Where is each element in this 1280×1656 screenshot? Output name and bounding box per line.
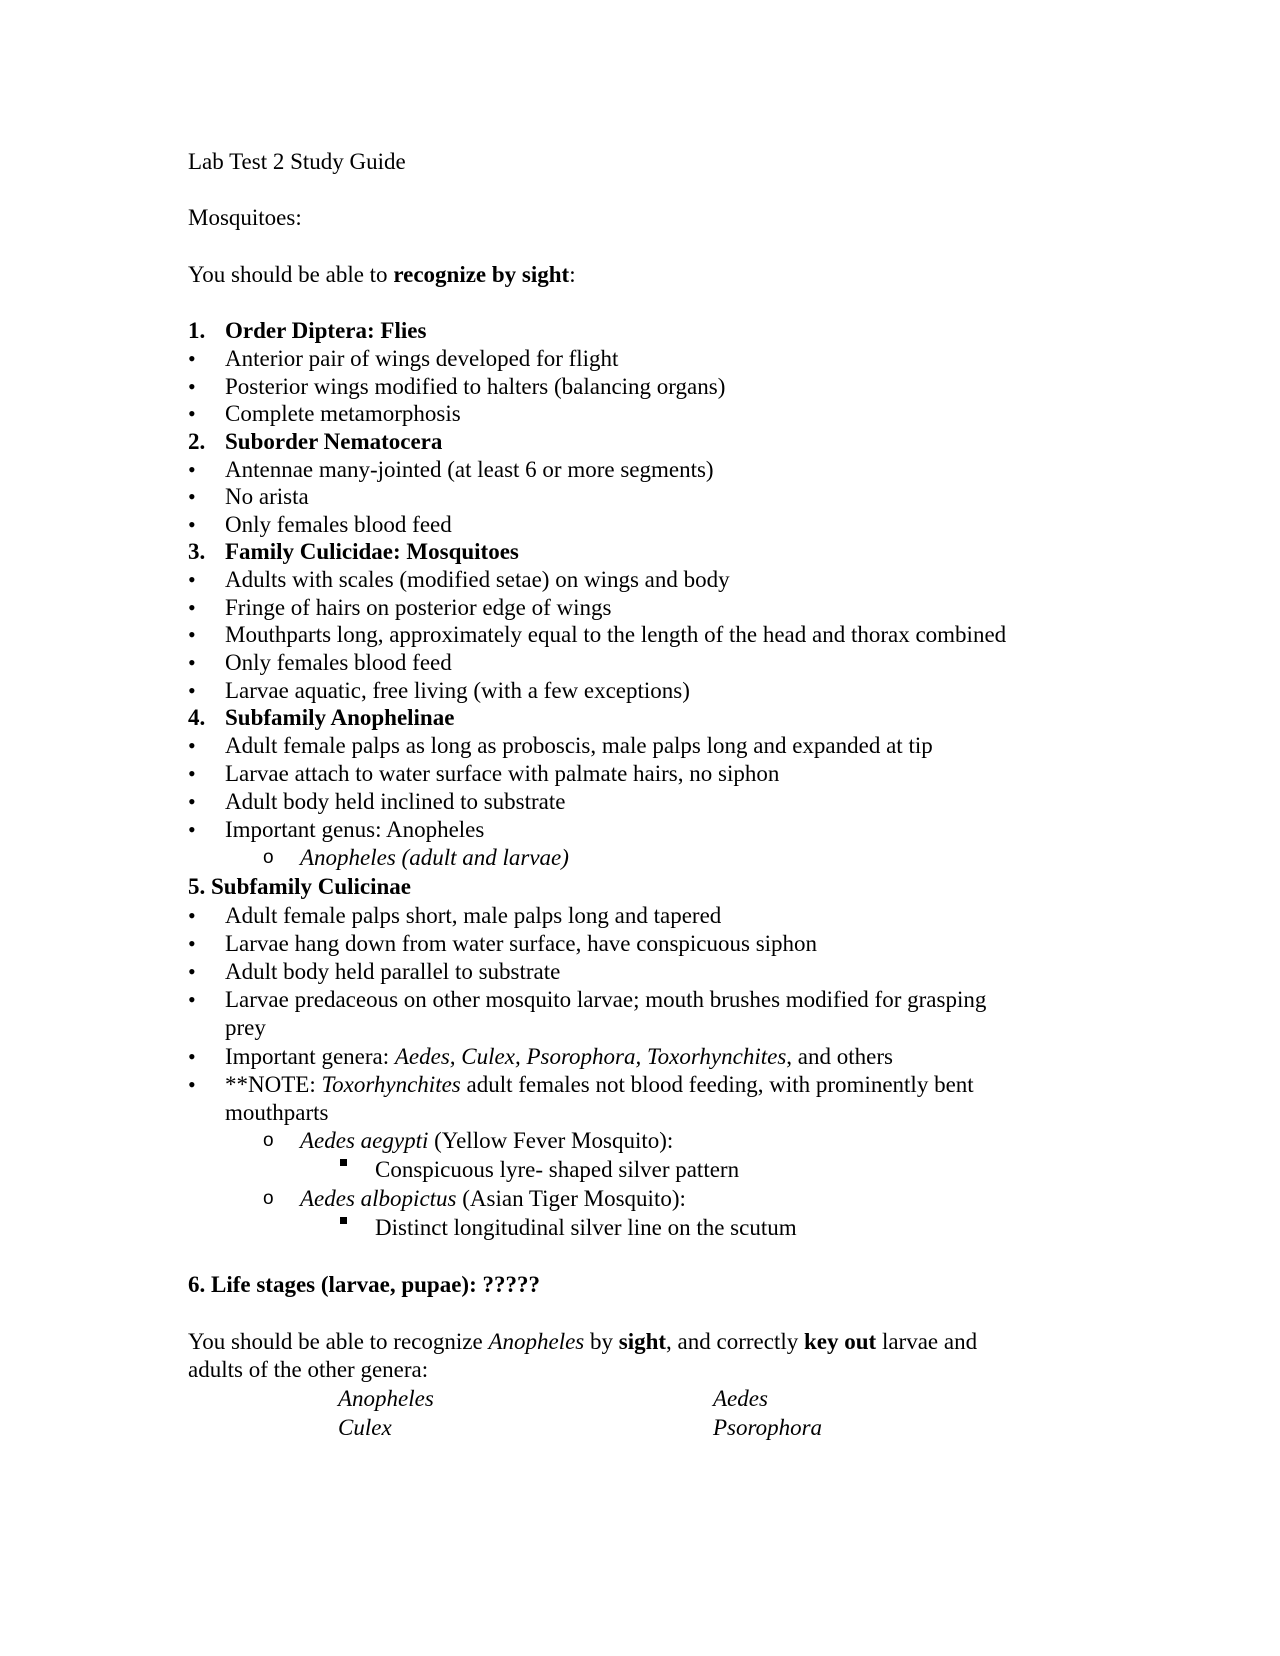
section-heading: Mosquitoes:: [188, 205, 302, 230]
item-heading: Suborder Nematocera: [225, 429, 443, 454]
closing-line-1: [188, 1327, 977, 1356]
sub-bullet-icon: o: [263, 1188, 274, 1209]
intro-emphasis: recognize by sight: [393, 262, 570, 287]
species-albopictus: [300, 1184, 686, 1213]
item-number: 2.: [188, 429, 206, 454]
list-item: Larvae attach to water surface with palmate hairs, no siphon: [225, 761, 780, 786]
bullet-icon: •: [188, 817, 196, 842]
bullet-icon: •: [188, 733, 196, 758]
bullet-icon: •: [188, 457, 196, 482]
item-heading: Order Diptera: Flies: [225, 318, 427, 343]
bullet-icon: •: [188, 761, 196, 786]
list-item: Adult body held inclined to substrate: [225, 789, 566, 814]
bullet-icon: •: [188, 567, 196, 592]
bullet-icon: •: [188, 987, 196, 1012]
item-number: 3.: [188, 539, 206, 564]
list-item: No arista: [225, 484, 309, 509]
intro-line: [188, 260, 576, 289]
list-item: Posterior wings modified to halters (balancing organs): [225, 374, 726, 399]
species-common: (Asian Tiger Mosquito):: [456, 1186, 686, 1211]
intro-text: You should be able to: [188, 262, 394, 287]
genus-name: Anopheles: [338, 1386, 434, 1411]
closing-genus: Anopheles: [488, 1329, 585, 1354]
bullet-icon: •: [188, 595, 196, 620]
list-item: Larvae aquatic, free living (with a few exceptions): [225, 678, 690, 703]
list-item: Important genus: Anopheles: [225, 817, 485, 842]
list-item-continuation: prey: [225, 1015, 266, 1040]
bullet-icon: •: [188, 903, 196, 928]
life-stages-heading: 6. Life stages (larvae, pupae): ?????: [188, 1272, 540, 1297]
sub-list-item: Anopheles (adult and larvae): [300, 845, 569, 870]
closing-text: , and correctly: [666, 1329, 804, 1354]
species-common: (Yellow Fever Mosquito):: [428, 1128, 674, 1153]
note-text: adult females not blood feeding, with prominently bent: [460, 1072, 974, 1097]
bullet-icon: •: [188, 678, 196, 703]
genus-name: Culex: [338, 1415, 392, 1440]
item-heading: Family Culicidae: Mosquitoes: [225, 539, 519, 564]
note-genus: Toxorhynchites: [321, 1072, 461, 1097]
list-item: Larvae predaceous on other mosquito larvae; mouth brushes modified for grasping: [225, 987, 987, 1012]
species-aegypti: [300, 1126, 673, 1155]
bullet-icon: •: [188, 374, 196, 399]
square-bullet-icon: [340, 1217, 347, 1224]
list-item: Antennae many-jointed (at least 6 or more segments): [225, 457, 714, 482]
item-number: 1.: [188, 318, 206, 343]
note-label: **NOTE:: [225, 1072, 322, 1097]
bullet-icon: •: [188, 484, 196, 509]
bullet-icon: •: [188, 789, 196, 814]
intro-colon: :: [569, 262, 576, 287]
genera-rest: , and others: [786, 1044, 893, 1069]
genera-label: Important genera:: [225, 1044, 395, 1069]
sub-bullet-icon: o: [263, 1130, 274, 1151]
closing-text: You should be able to recognize: [188, 1329, 489, 1354]
closing-text: by: [584, 1329, 619, 1354]
species-name: Aedes aegypti: [300, 1128, 429, 1153]
sub-bullet-icon: o: [263, 847, 274, 868]
list-item: Mouthparts long, approximately equal to the length of the head and thorax combined: [225, 622, 1007, 647]
closing-emphasis: sight: [618, 1329, 667, 1354]
genera-names: Aedes, Culex, Psorophora, Toxorhynchites: [394, 1044, 787, 1069]
list-item: Fringe of hairs on posterior edge of wings: [225, 595, 612, 620]
bullet-icon: •: [188, 512, 196, 537]
list-item: Adult female palps short, male palps long and tapered: [225, 903, 722, 928]
list-item: Adult body held parallel to substrate: [225, 959, 561, 984]
bullet-icon: •: [188, 622, 196, 647]
list-item: Larvae hang down from water surface, have conspicuous siphon: [225, 931, 818, 956]
list-item: Adult female palps as long as proboscis, male palps long and expanded at tip: [225, 733, 933, 758]
square-bullet-icon: [340, 1159, 347, 1166]
document-title: Lab Test 2 Study Guide: [188, 149, 406, 174]
list-item: Only females blood feed: [225, 512, 452, 537]
closing-emphasis: key out: [803, 1329, 877, 1354]
bullet-icon: •: [188, 650, 196, 675]
closing-line-2: adults of the other genera:: [188, 1357, 429, 1382]
bullet-icon: •: [188, 931, 196, 956]
list-item: Complete metamorphosis: [225, 401, 461, 426]
species-name: Aedes albopictus: [300, 1186, 457, 1211]
bullet-icon: •: [188, 346, 196, 371]
list-item: Only females blood feed: [225, 650, 452, 675]
genus-name: Psorophora: [713, 1415, 823, 1440]
note-item: [225, 1070, 974, 1099]
species-detail: Distinct longitudinal silver line on the scutum: [375, 1215, 797, 1240]
closing-text: larvae and: [876, 1329, 978, 1354]
list-item: Anterior pair of wings developed for flight: [225, 346, 619, 371]
genera-item: [225, 1042, 893, 1071]
note-continuation: mouthparts: [225, 1100, 329, 1125]
item-heading: 5. Subfamily Culicinae: [188, 874, 412, 899]
bullet-icon: •: [188, 959, 196, 984]
bullet-icon: •: [188, 1072, 196, 1097]
bullet-icon: •: [188, 1044, 196, 1069]
genus-name: Aedes: [713, 1386, 768, 1411]
bullet-icon: •: [188, 401, 196, 426]
species-detail: Conspicuous lyre- shaped silver pattern: [375, 1157, 740, 1182]
list-item: Adults with scales (modified setae) on wings and body: [225, 567, 730, 592]
item-heading: Subfamily Anophelinae: [225, 705, 455, 730]
item-number: 4.: [188, 705, 206, 730]
